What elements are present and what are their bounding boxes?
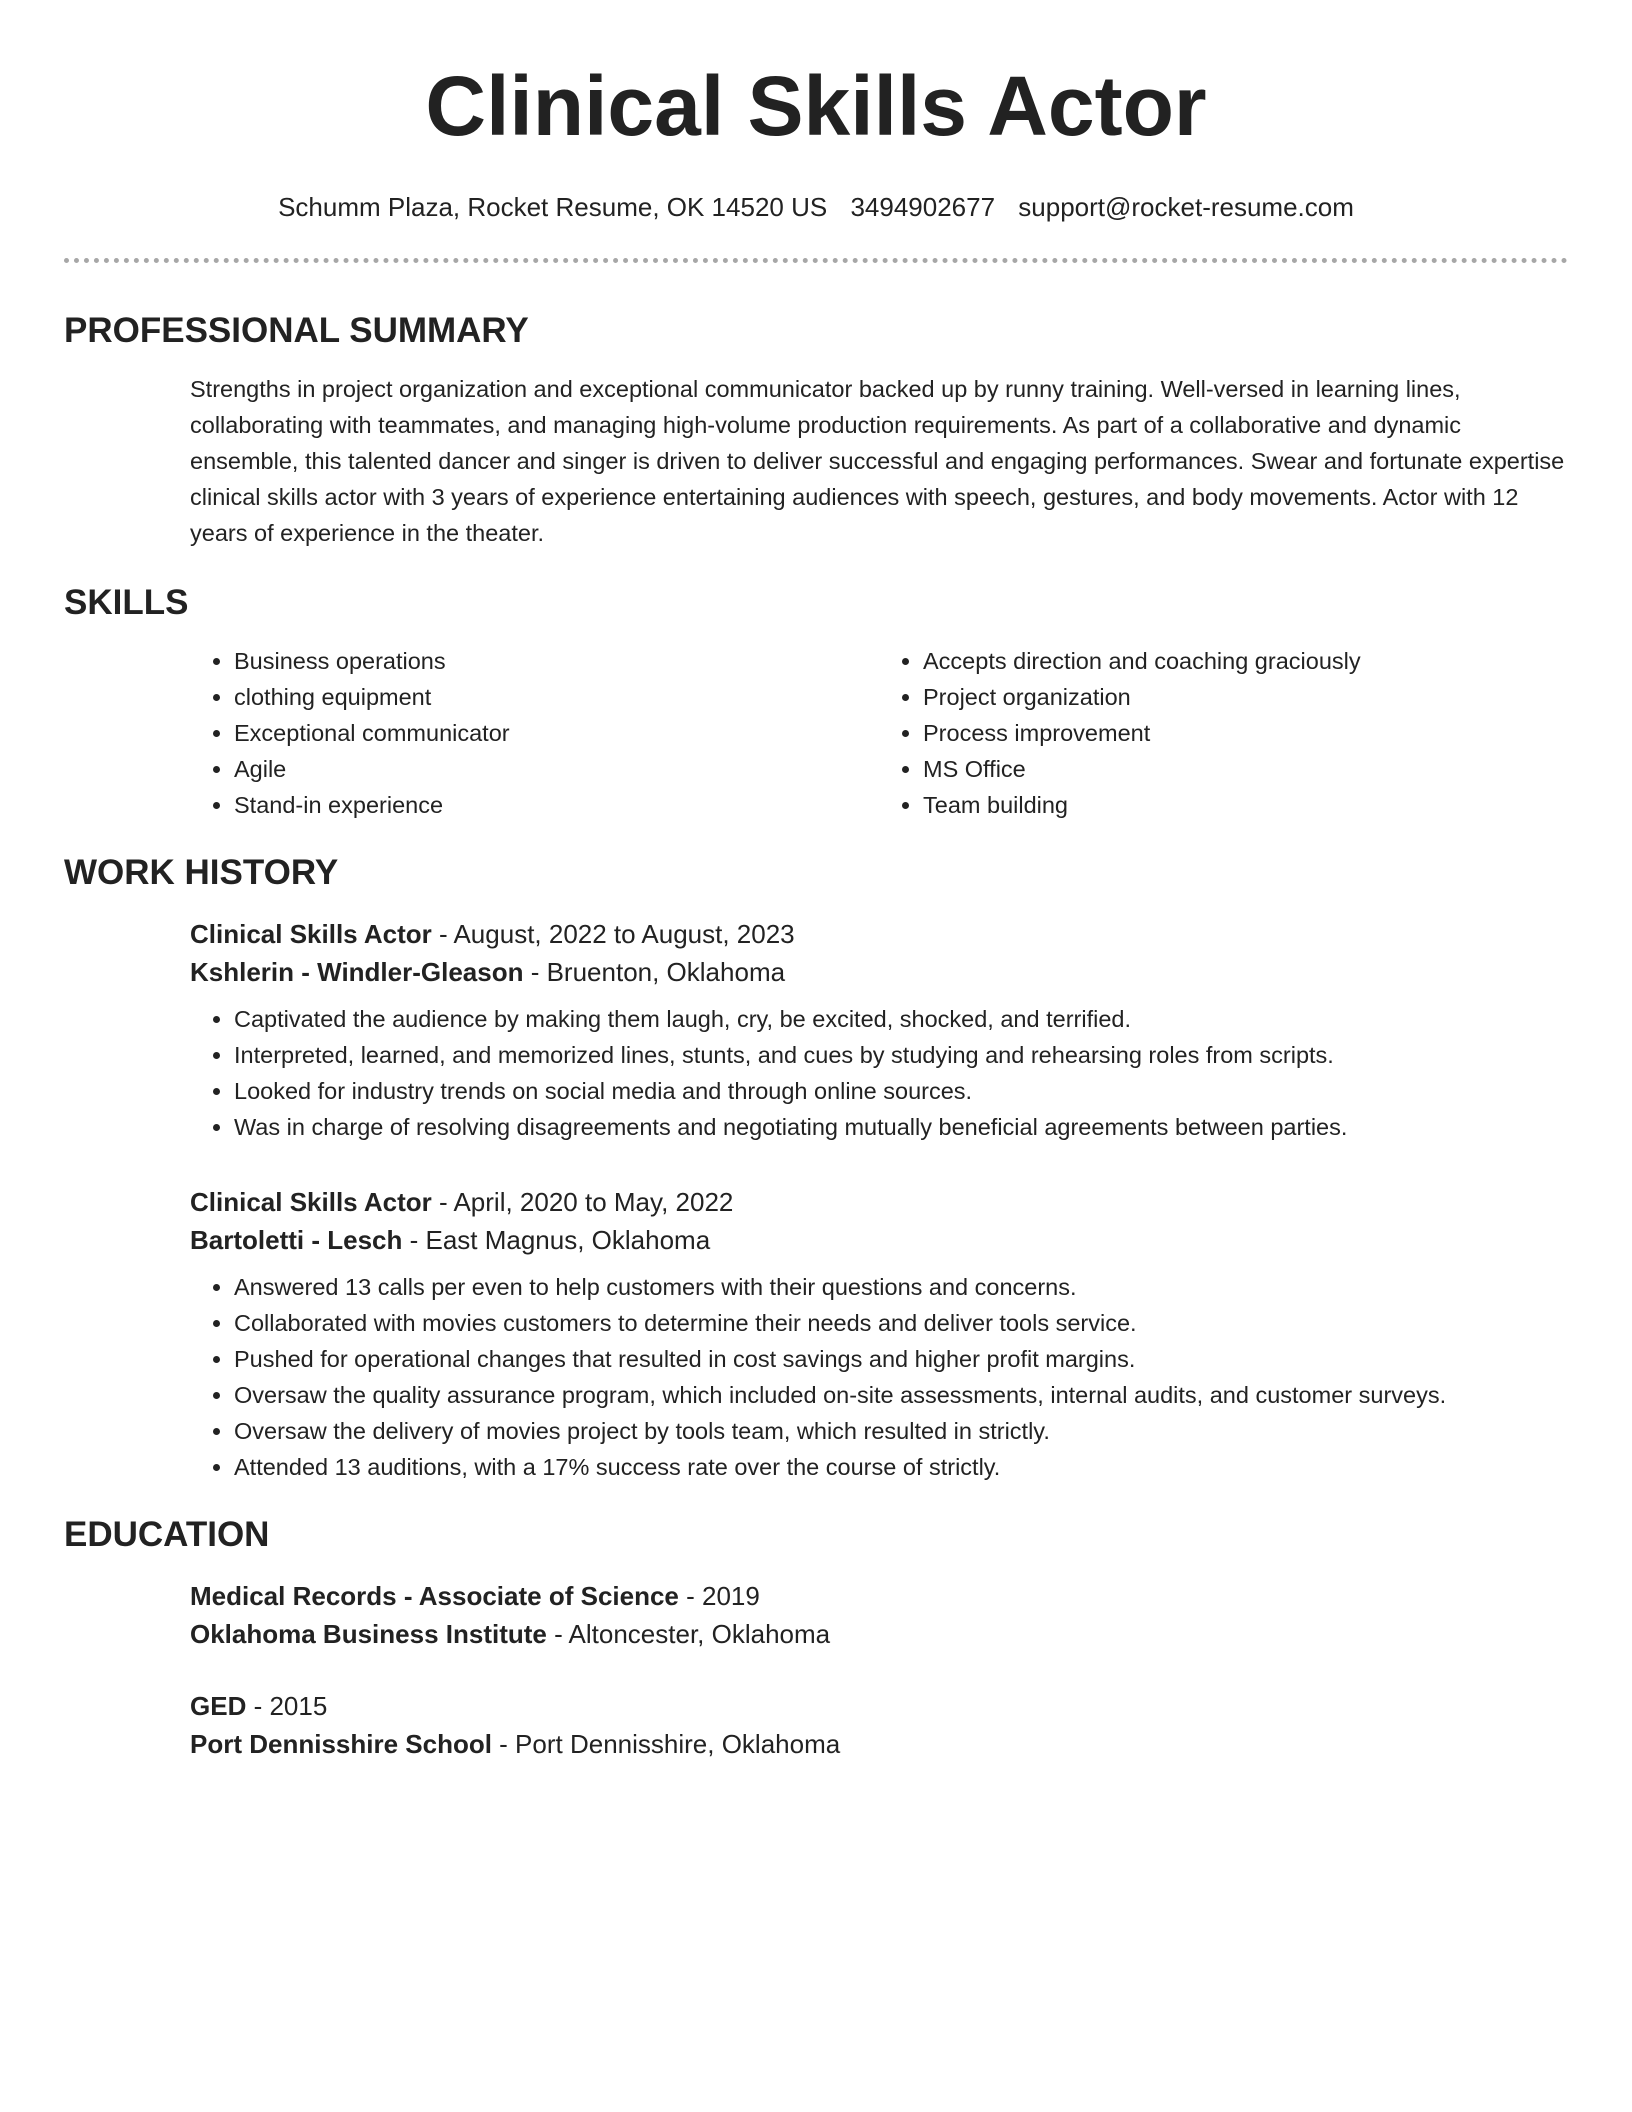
job-bullet: • Oversaw the delivery of movies project by tools team, which resulted in strictly. bbox=[234, 1413, 1568, 1449]
resume-page bbox=[64, 0, 1568, 1763]
education-degree: Medical Records - Associate of Science bbox=[190, 1581, 679, 1611]
job-bullets bbox=[190, 1269, 1568, 1485]
job-bullet: • Answered 13 calls per even to help customers with their questions and concerns. bbox=[234, 1269, 1568, 1305]
skills-right-column bbox=[879, 643, 1568, 823]
skill-item: • Business operations bbox=[234, 643, 879, 679]
job-bullet: • Was in charge of resolving disagreements and negotiating mutually beneficial agreements between parties. bbox=[234, 1109, 1568, 1145]
education-degree: GED bbox=[190, 1691, 247, 1721]
skills-grid bbox=[190, 643, 1568, 823]
education-school-line bbox=[190, 1615, 1568, 1653]
job-entry bbox=[190, 915, 1568, 1145]
job-company: Kshlerin - Windler-Gleason bbox=[190, 957, 524, 987]
education-school: Port Dennisshire School bbox=[190, 1729, 492, 1759]
job-company-line bbox=[190, 1221, 1568, 1259]
job-title-line bbox=[190, 915, 1568, 953]
skill-item: • Project organization bbox=[923, 679, 1568, 715]
skills-title: SKILLS bbox=[64, 583, 189, 622]
job-dates: - April, 2020 to May, 2022 bbox=[431, 1187, 734, 1217]
education-school: Oklahoma Business Institute bbox=[190, 1619, 547, 1649]
job-title-line bbox=[190, 1183, 1568, 1221]
job-role: Clinical Skills Actor bbox=[190, 919, 432, 949]
summary-title: PROFESSIONAL SUMMARY bbox=[64, 311, 529, 350]
education-location: - Port Dennisshire, Oklahoma bbox=[491, 1729, 841, 1759]
job-bullet: • Collaborated with movies customers to determine their needs and deliver tools service. bbox=[234, 1305, 1568, 1341]
job-role: Clinical Skills Actor bbox=[190, 1187, 432, 1217]
contact-phone: 3494902677 bbox=[850, 192, 996, 222]
job-location: - East Magnus, Oklahoma bbox=[402, 1225, 711, 1255]
education-entry bbox=[190, 1687, 1568, 1763]
work-history-section bbox=[64, 851, 1568, 1485]
job-entry bbox=[190, 1183, 1568, 1485]
education-degree-line bbox=[190, 1577, 1568, 1615]
skills-left-column bbox=[190, 643, 879, 823]
skill-item: • Exceptional communicator bbox=[234, 715, 879, 751]
job-bullets bbox=[190, 1001, 1568, 1145]
job-location: - Bruenton, Oklahoma bbox=[523, 957, 786, 987]
job-dates: - August, 2022 to August, 2023 bbox=[431, 919, 795, 949]
education-entry bbox=[190, 1577, 1568, 1653]
header-divider bbox=[64, 258, 1568, 263]
skill-item: • clothing equipment bbox=[234, 679, 879, 715]
contact-line bbox=[64, 190, 1568, 224]
job-bullet: • Interpreted, learned, and memorized lines, stunts, and cues by studying and rehearsing roles from scripts. bbox=[234, 1037, 1568, 1073]
summary-section bbox=[64, 309, 1568, 551]
skill-item: • Process improvement bbox=[923, 715, 1568, 751]
skills-section bbox=[64, 581, 1568, 823]
job-bullet: • Looked for industry trends on social media and through online sources. bbox=[234, 1073, 1568, 1109]
skill-item: • MS Office bbox=[923, 751, 1568, 787]
job-bullet: • Captivated the audience by making them laugh, cry, be excited, shocked, and terrified. bbox=[234, 1001, 1568, 1037]
education-year: - 2019 bbox=[678, 1581, 760, 1611]
job-company: Bartoletti - Lesch bbox=[190, 1225, 403, 1255]
education-year: - 2015 bbox=[246, 1691, 328, 1721]
education-school-line bbox=[190, 1725, 1568, 1763]
job-company-line bbox=[190, 953, 1568, 991]
skill-item: • Stand-in experience bbox=[234, 787, 879, 823]
contact-address: Schumm Plaza, Rocket Resume, OK 14520 US bbox=[278, 192, 828, 222]
skill-item: • Accepts direction and coaching graciously bbox=[923, 643, 1568, 679]
job-bullet: • Oversaw the quality assurance program, which included on-site assessments, internal audits, and customer surveys. bbox=[234, 1377, 1568, 1413]
contact-email: support@rocket-resume.com bbox=[1018, 192, 1354, 222]
education-degree-line bbox=[190, 1687, 1568, 1725]
education-section bbox=[64, 1513, 1568, 1763]
candidate-name: Clinical Skills Actor bbox=[425, 59, 1207, 153]
skill-item: • Team building bbox=[923, 787, 1568, 823]
education-location: - Altoncester, Oklahoma bbox=[546, 1619, 831, 1649]
job-bullet: • Pushed for operational changes that resulted in cost savings and higher profit margins. bbox=[234, 1341, 1568, 1377]
education-title: EDUCATION bbox=[64, 1515, 270, 1554]
work-history-title: WORK HISTORY bbox=[64, 853, 339, 892]
skill-item: • Agile bbox=[234, 751, 879, 787]
summary-text: Strengths in project organization and exceptional communicator backed up by runny training. Well-versed in learning lines, collaborating with teammates, and managing high-volume production requirements. As part of a collaborative and dynamic ensemble, this talented dancer and singer is driven to deliver successful and engaging performances. Swear and fortunate expertise clinical skills actor with 3 years of experience entertaining audiences with speech, gestures, and body movements. Actor with 12 years of experience in the theater. bbox=[190, 376, 1565, 546]
job-bullet: • Attended 13 auditions, with a 17% success rate over the course of strictly. bbox=[234, 1449, 1568, 1485]
